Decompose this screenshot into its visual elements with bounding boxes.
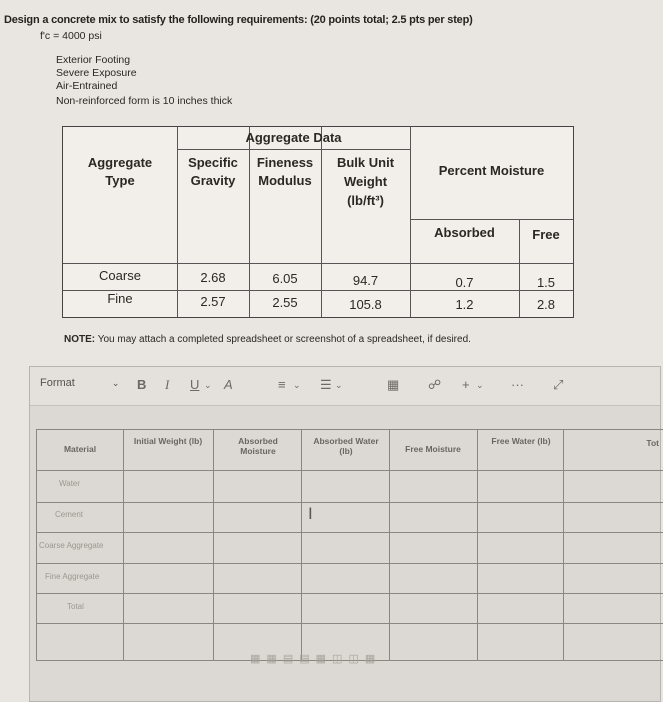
italic-button[interactable]: I [165, 377, 170, 392]
row-cement: Cement [55, 510, 84, 519]
header-percent-moisture: Percent Moisture [438, 163, 545, 178]
table-tool-icon[interactable]: ▤ [299, 653, 316, 665]
table-tool-icon[interactable]: ▤ [282, 653, 300, 665]
chevron-down-icon[interactable]: ⌄ [335, 380, 343, 390]
col-absorbed-water: Absorbed Water (lb) [313, 436, 379, 456]
header-bulk-unit: Bulk Unit [336, 155, 395, 170]
cell-fine-sg: 2.57 [200, 294, 226, 309]
header-aggregate: Aggregate [87, 155, 153, 170]
requirement-4: Non-reinforced form is 10 inches thick [56, 95, 233, 107]
header-fineness: Fineness [256, 155, 314, 170]
expand-icon[interactable]: ⤢ [553, 377, 564, 392]
table-tool-icon[interactable]: ▦ [266, 653, 283, 665]
header-weight: Weight [343, 174, 388, 189]
header-modulus: Modulus [258, 173, 312, 188]
note [64, 334, 471, 345]
cell-coarse-type: Coarse [99, 268, 141, 283]
compressive-strength: f'c = 4000 psi [40, 30, 102, 42]
table-tool-icon[interactable]: ◫ [332, 653, 349, 665]
header-absorbed: Absorbed [434, 225, 495, 240]
cell-coarse-sg: 2.68 [200, 270, 226, 285]
header-bulk-units: (lb/ft³) [347, 193, 384, 208]
col-absorbed-moisture: Absorbed Moisture [238, 436, 278, 456]
cell-coarse-free: 1.5 [536, 275, 556, 290]
question-text: Design a concrete mix to satisfy the following requirements: (20 points total; 2.5 pts per step) [4, 14, 473, 26]
requirement-2: Severe Exposure [56, 67, 137, 79]
header-gravity: Gravity [190, 173, 236, 188]
more-button[interactable]: ··· [511, 377, 524, 392]
link-icon[interactable]: ☍ [428, 377, 442, 392]
header-free: Free [532, 227, 560, 242]
chevron-down-icon[interactable]: ⌄ [476, 380, 484, 390]
cell-fine-fm: 2.55 [272, 295, 298, 310]
format-dropdown[interactable] [40, 377, 119, 389]
row-water: Water [59, 479, 81, 488]
align-button[interactable]: ≡ [278, 377, 286, 392]
cell-fine-type: Fine [107, 291, 133, 306]
col-material: Material [63, 444, 97, 454]
table-tools-bar[interactable] [250, 652, 381, 665]
underline-button[interactable]: U [190, 377, 200, 392]
text-cursor-icon: I [308, 504, 313, 523]
col-free-moisture: Free Moisture [405, 444, 461, 454]
editor-toolbar [30, 367, 660, 406]
table-tool-icon[interactable]: ◫ [348, 653, 365, 665]
table-icon[interactable]: ▦ [387, 377, 400, 392]
chevron-down-icon[interactable]: ⌄ [293, 380, 301, 390]
bold-button[interactable]: B [137, 377, 147, 392]
answer-table[interactable] [36, 429, 663, 661]
header-type: Type [105, 173, 135, 188]
table-tool-icon[interactable]: ▦ [315, 653, 333, 665]
cell-fine-free: 2.8 [536, 297, 556, 312]
requirement-1: Exterior Footing [56, 54, 131, 66]
cell-coarse-absorbed: 0.7 [455, 275, 474, 290]
cell-coarse-fm: 6.05 [272, 271, 298, 286]
note-text: You may attach a completed spreadsheet or screenshot of a spreadsheet, if desired. [97, 334, 471, 345]
cell-fine-absorbed: 1.2 [455, 297, 474, 312]
list-button[interactable]: ☰ [320, 377, 332, 392]
format-label: Format [40, 377, 75, 389]
row-coarse-aggregate: Coarse Aggregate [39, 541, 104, 550]
cell-coarse-bulk: 94.7 [352, 273, 379, 288]
insert-button[interactable]: + [462, 377, 470, 392]
cell-fine-bulk: 105.8 [349, 297, 382, 312]
header-specific: Specific [188, 155, 238, 170]
chevron-down-icon[interactable]: ⌄ [204, 380, 212, 390]
col-free-water: Free Water (lb) [491, 436, 551, 446]
aggregate-data-title: Aggregate Data [245, 130, 342, 145]
col-total: Tot [646, 438, 659, 448]
row-total: Total [67, 602, 84, 611]
text-color-button[interactable]: A [224, 377, 233, 392]
row-fine-aggregate: Fine Aggregate [45, 572, 100, 581]
aggregate-data-table [62, 126, 574, 318]
requirement-3: Air-Entrained [56, 80, 118, 92]
table-tool-icon[interactable]: ▦ [364, 653, 382, 665]
chevron-down-icon: ⌄ [111, 378, 120, 388]
table-tool-icon[interactable]: ▦ [250, 653, 267, 665]
note-label: NOTE: [64, 334, 96, 345]
col-initial-weight: Initial Weight (lb) [133, 436, 203, 446]
